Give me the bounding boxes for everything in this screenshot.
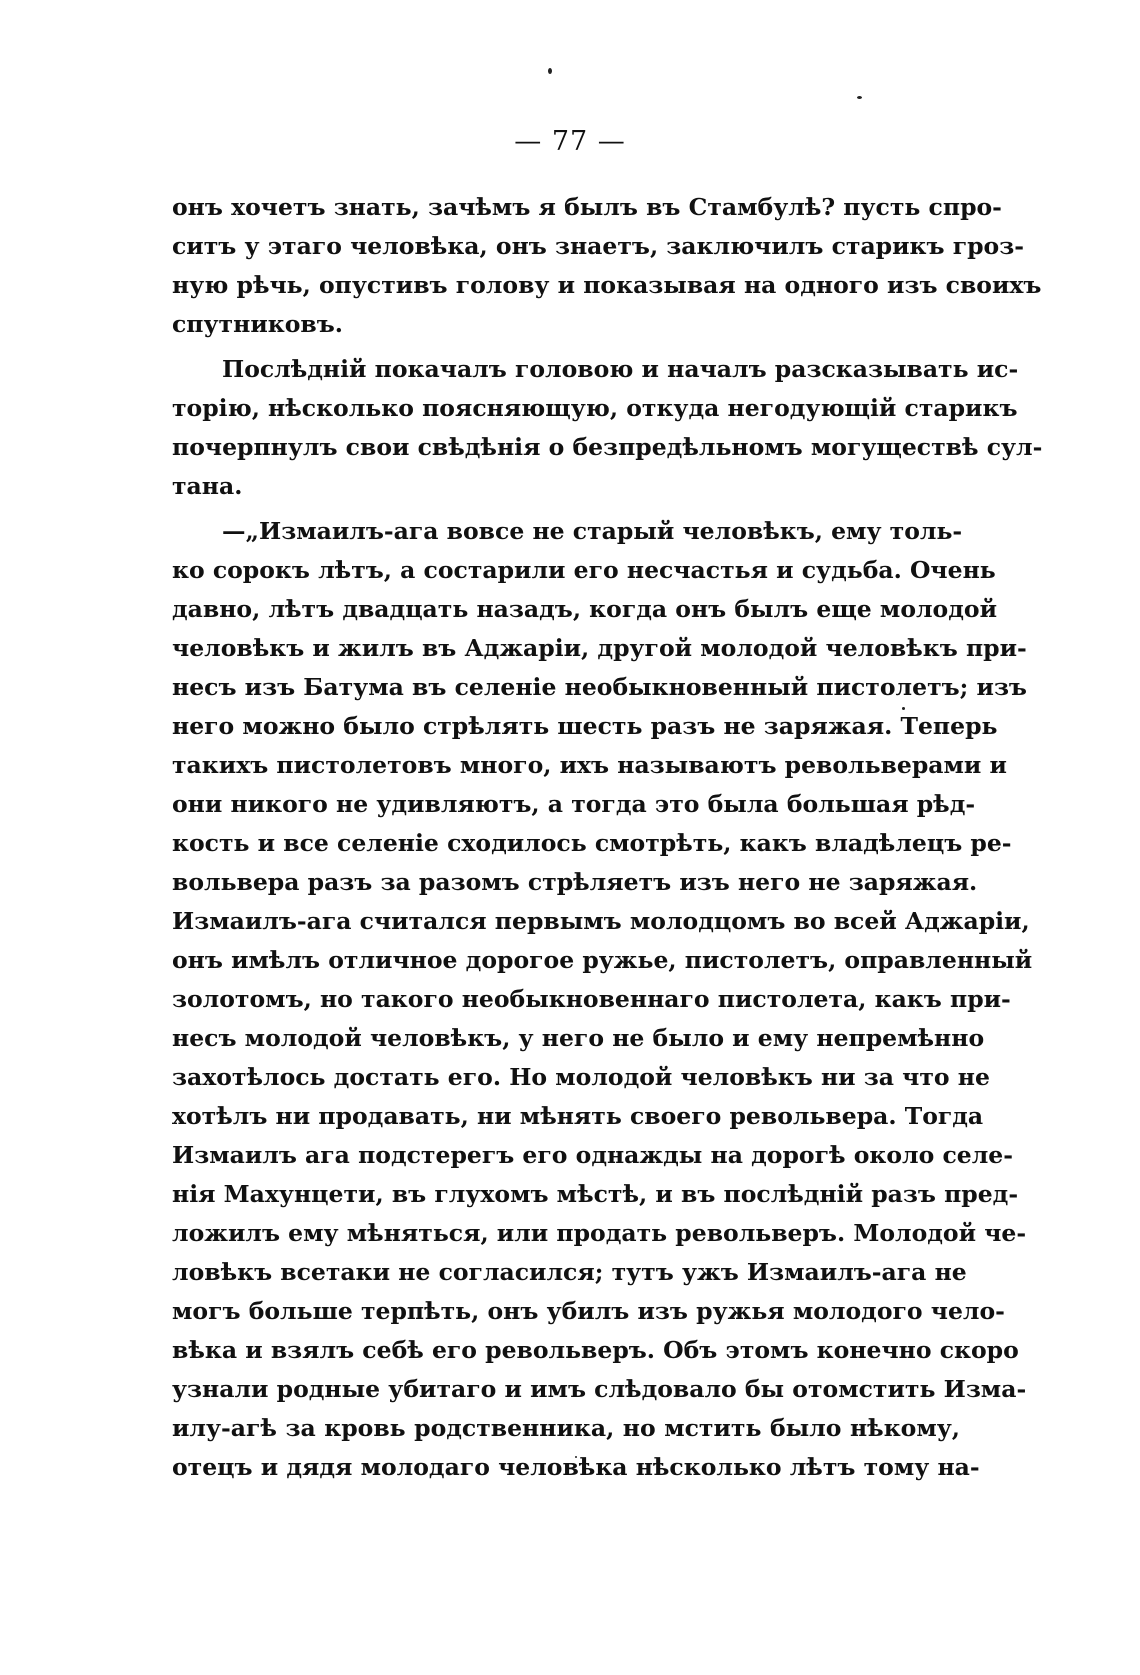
paragraph-2 <box>172 350 1043 506</box>
text-line: несъ молодой человѣкъ, у него не было и ему непремѣнно <box>172 1024 985 1052</box>
text-line: Послѣдній покачалъ головою и началъ разсказывать ис- <box>222 355 1019 383</box>
text-line: несъ изъ Батума въ селеніе необыкновенный пистолетъ; изъ <box>172 673 1027 701</box>
text-line: отецъ и дядя молодаго человѣка нѣсколько лѣтъ тому на- <box>172 1453 980 1481</box>
text-line: илу-агѣ за кровь родственника, но мстить было нѣкому, <box>172 1414 960 1442</box>
text-line: такихъ пистолетовъ много, ихъ называютъ револьверами и <box>172 751 1007 779</box>
paragraph-3 <box>172 512 1033 1487</box>
paragraph-1 <box>172 188 1042 344</box>
text-line: ситъ у этаго человѣка, онъ знаетъ, заключилъ старикъ гроз- <box>172 232 1024 260</box>
text-line: захотѣлось достать его. Но молодой человѣкъ ни за что не <box>172 1063 990 1091</box>
text-line: тана. <box>172 472 243 500</box>
text-line: ловѣкъ всетаки не согласился; тутъ ужъ Измаилъ-ага не <box>172 1258 967 1286</box>
text-line: Измаилъ-ага считался первымъ молодцомъ во всей Аджаріи, <box>172 907 1030 935</box>
page-number: — 77 — <box>514 126 626 157</box>
text-body <box>172 188 1043 1487</box>
text-line: узнали родные убитаго и имъ слѣдовало бы отомстить Изма- <box>172 1375 1027 1403</box>
text-line: кость и все селеніе сходилось смотрѣть, какъ владѣлецъ ре- <box>172 829 1012 857</box>
text-line: ко сорокъ лѣтъ, а состарили его несчастья и судьба. Очень <box>172 556 996 584</box>
scan-speck <box>548 68 552 74</box>
text-line: нія Махунцети, въ глухомъ мѣстѣ, и въ послѣдній разъ пред- <box>172 1180 1019 1208</box>
scan-speck <box>857 96 862 99</box>
text-line: онъ имѣлъ отличное дорогое ружье, пистолетъ, оправленный <box>172 946 1033 974</box>
text-line: почерпнулъ свои свѣдѣнія о безпредѣльномъ могуществѣ сул- <box>172 433 1043 461</box>
text-line: спутниковъ. <box>172 310 343 338</box>
text-line: хотѣлъ ни продавать, ни мѣнять своего револьвера. Тогда <box>172 1102 984 1130</box>
text-line: вѣка и взялъ себѣ его револьверъ. Объ этомъ конечно скоро <box>172 1336 1019 1364</box>
text-line: вольвера разъ за разомъ стрѣляетъ изъ него не заряжая. <box>172 868 978 896</box>
text-line: торію, нѣсколько поясняющую, откуда негодующій старикъ <box>172 394 1018 422</box>
text-line: давно, лѣтъ двадцать назадъ, когда онъ былъ еще молодой <box>172 595 998 623</box>
text-line: человѣкъ и жилъ въ Аджаріи, другой молодой человѣкъ при- <box>172 634 1027 662</box>
text-line: него можно было стрѣлять шесть разъ не заряжая. Теперь <box>172 712 998 740</box>
text-line: они никого не удивляютъ, а тогда это была большая рѣд- <box>172 790 976 818</box>
text-line: ложилъ ему мѣняться, или продать револьверъ. Молодой че- <box>172 1219 1027 1247</box>
text-line: онъ хочетъ знать, зачѣмъ я былъ въ Стамбулѣ? пусть спро- <box>172 193 1002 221</box>
text-line: могъ больше терпѣть, онъ убилъ изъ ружья молодого чело- <box>172 1297 1005 1325</box>
text-line: ную рѣчь, опустивъ голову и показывая на одного изъ своихъ <box>172 271 1042 299</box>
text-line: золотомъ, но такого необыкновеннаго пистолета, какъ при- <box>172 985 1011 1013</box>
text-line: Измаилъ ага подстерегъ его однажды на дорогѣ около селе- <box>172 1141 1013 1169</box>
text-line: —„Измаилъ-ага вовсе не старый человѣкъ, ему толь- <box>222 517 963 545</box>
